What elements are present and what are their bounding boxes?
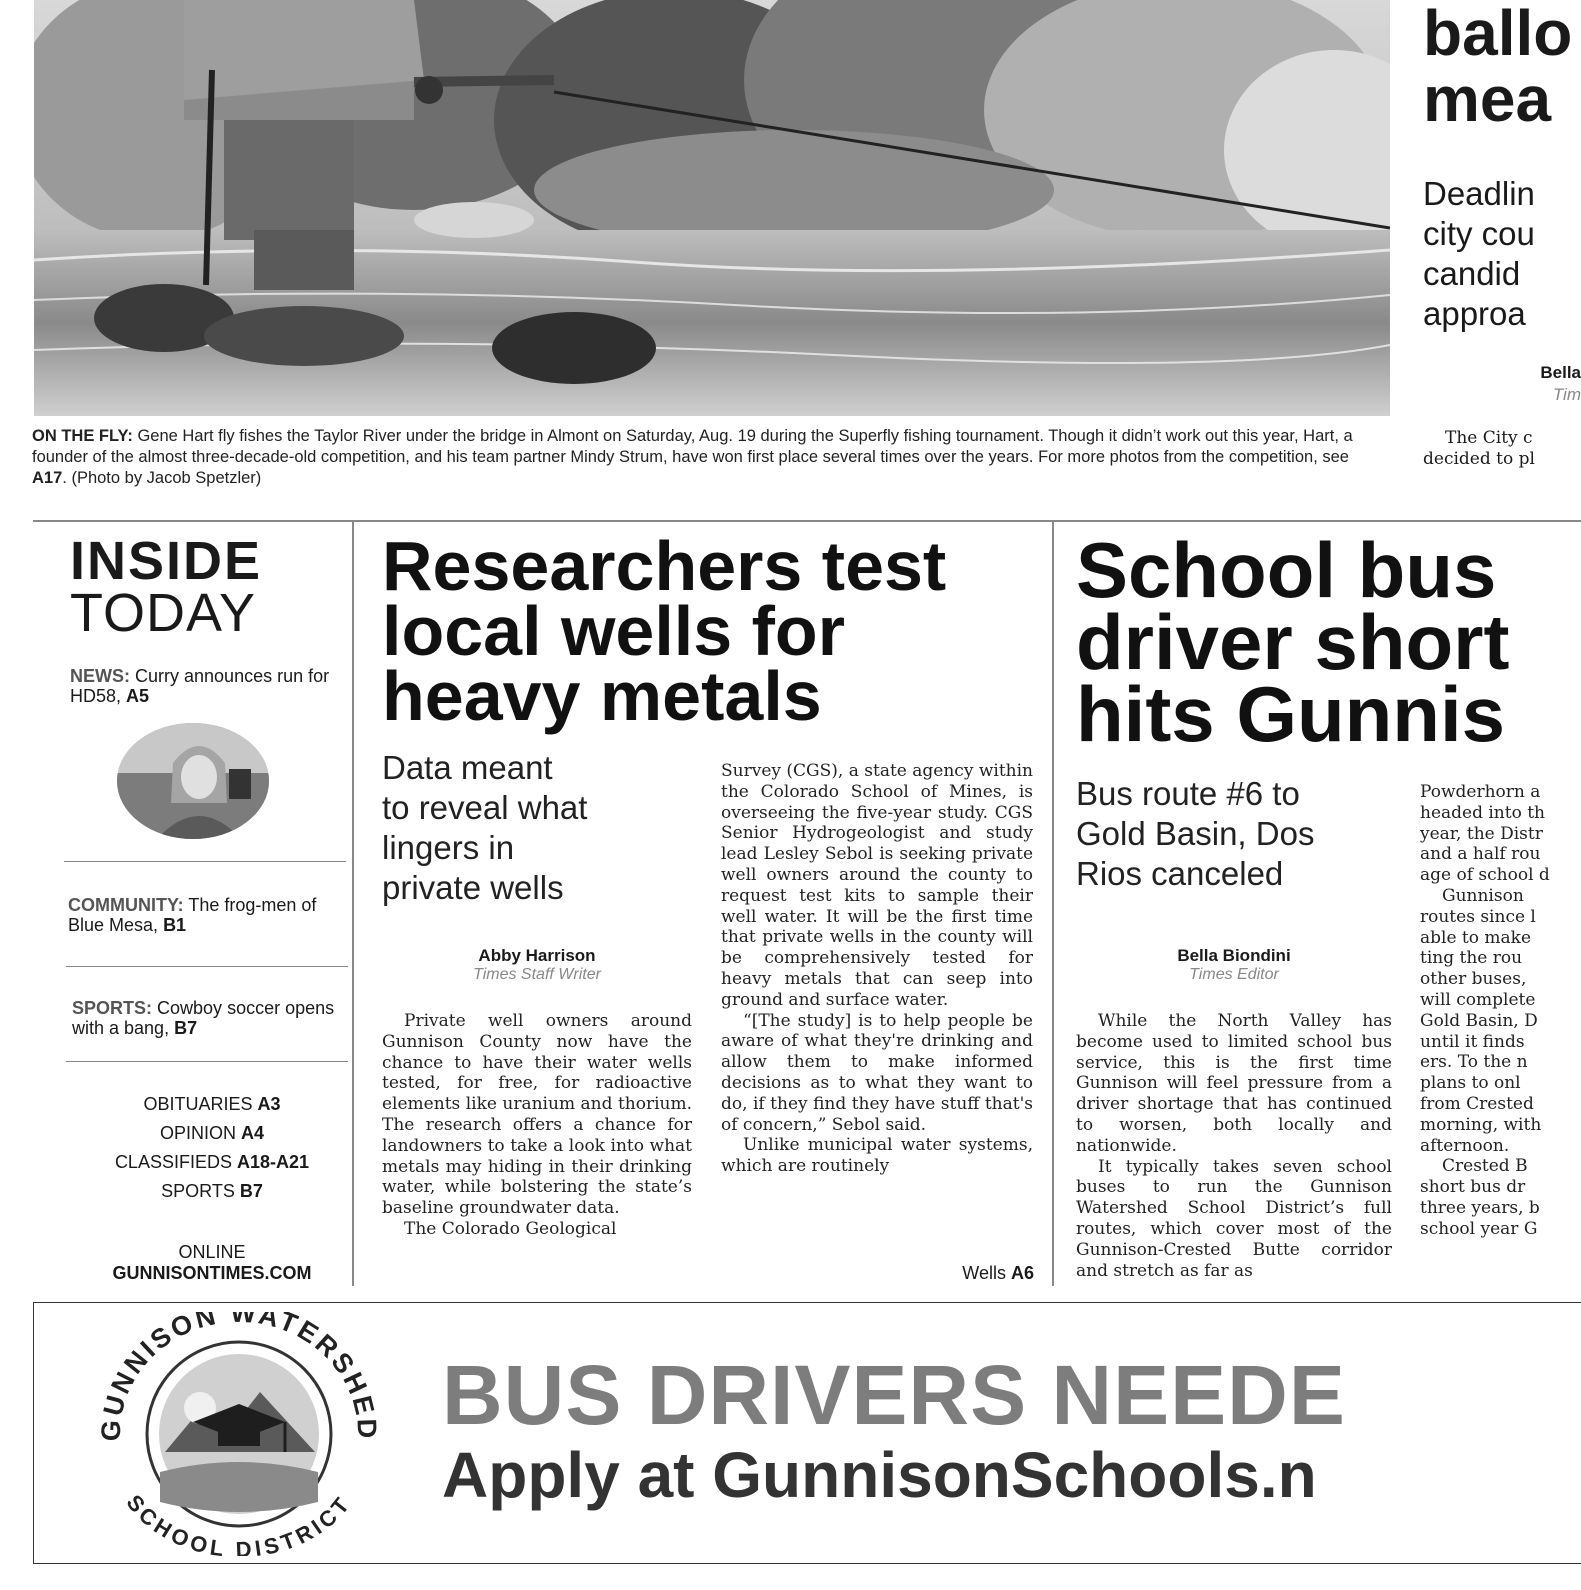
school-district-logo (80, 1312, 398, 1556)
wells-headline-line: Researchers test (382, 527, 947, 605)
wells-body-col-2 (721, 761, 1033, 1177)
hero-photo (34, 0, 1390, 416)
top-story-headline-line: ballo (1423, 0, 1573, 69)
wells-body-col-1 (382, 1011, 692, 1240)
byline-name: Bella Biondini (1177, 946, 1291, 965)
body-line: Gold Basin, D (1420, 1010, 1538, 1031)
body-paragraph: The Colorado Geological (404, 1218, 617, 1239)
bus-dek-line: Gold Basin, Dos (1076, 815, 1315, 852)
wells-dek (382, 748, 702, 908)
inside-today-title (70, 531, 263, 643)
bus-body-col-1 (1076, 1011, 1392, 1281)
caption-label: ON THE FLY: (32, 427, 133, 445)
body-line: routes since l (1420, 906, 1536, 927)
body-paragraph: It typically takes seven school buses to run the Gunnison Watershed School District’s full routes, which cover most of the Gunnison-Crested Butte corridor and stretch as far as (1076, 1156, 1392, 1281)
wells-dek-line: Data meant (382, 749, 553, 786)
body-line: and a half rou (1420, 844, 1541, 865)
teaser-page: B1 (163, 915, 187, 935)
index-item[interactable]: CLASSIFIEDS A18-A21 (114, 1152, 310, 1172)
wells-jump-link[interactable] (900, 1263, 1034, 1284)
body-paragraph: Unlike municipal water systems, which are routinely (721, 1135, 1033, 1177)
fly-fisher-photo (34, 0, 1390, 416)
body-line: short bus dr (1420, 1177, 1526, 1198)
teaser-sports[interactable] (72, 998, 342, 1038)
top-story-headline-line: mea (1423, 63, 1552, 132)
body-line: ers. To the n (1420, 1052, 1528, 1073)
bus-headline-line: driver short (1076, 598, 1510, 686)
body-line: from Crested (1420, 1093, 1534, 1114)
wells-dek-line: to reveal what (382, 789, 588, 826)
teaser-divider (64, 861, 346, 862)
top-story-body (1423, 428, 1581, 470)
top-story-dek (1423, 174, 1581, 334)
logo-text-top: GUNNISON WATERSHED (95, 1312, 383, 1442)
teaser-portrait (117, 723, 269, 839)
top-story-byline-name: Bella (1540, 363, 1581, 382)
column-divider (1052, 521, 1054, 1286)
bus-byline (1076, 946, 1392, 984)
byline-title: Times Staff Writer (473, 966, 601, 983)
teaser-news[interactable] (70, 666, 340, 706)
body-paragraph: While the North Valley has become used to limited school bus service, this is the first time Gunnison will feel pressure from a driver shortage that has continued to worsen, both locally and nationwide. (1076, 1011, 1392, 1156)
wells-dek-line: lingers in (382, 829, 515, 866)
teaser-divider (66, 966, 348, 967)
body-line: morning, with (1420, 1114, 1542, 1135)
teaser-text: Curry announces run for HD58, (70, 666, 330, 706)
logo-text-bottom: SCHOOL DISTRICT (121, 1489, 357, 1556)
inside-title-line-1: INSIDE (70, 531, 263, 591)
teaser-community[interactable] (68, 895, 338, 935)
portrait-photo (117, 723, 269, 839)
index-item[interactable]: OBITUARIES A3 (143, 1094, 281, 1114)
bus-headline[interactable] (1076, 534, 1581, 750)
online-label: ONLINE (178, 1242, 246, 1262)
body-line: ting the rou (1420, 948, 1523, 969)
body-line: three years, b (1420, 1197, 1540, 1218)
body-line: age of school d (1420, 865, 1550, 886)
top-story-dek-line: city cou (1423, 215, 1535, 252)
teaser-text: Cowboy soccer opens with a bang, (72, 998, 335, 1038)
inside-title-line-2: TODAY (70, 583, 257, 643)
bus-body-col-2 (1420, 782, 1581, 1240)
bus-dek-line: Bus route #6 to (1076, 775, 1300, 812)
photo-caption (32, 426, 1388, 489)
top-story-body-line: decided to pl (1423, 449, 1535, 469)
online-promo (64, 1242, 360, 1284)
body-line: headed into th (1420, 802, 1546, 823)
body-paragraph: “[The study] is to help people be aware of what they're drinking and allow them to make informed decisions as to what they want to do, if they find they have stuff that's of concern,” Sebol said. (721, 1010, 1033, 1135)
section-divider (33, 520, 1581, 522)
body-line: Powderhorn a (1420, 782, 1541, 802)
top-story-dek-line: approa (1423, 295, 1526, 332)
body-line: Gunnison (1442, 885, 1524, 906)
wells-headline-line: local wells for (382, 592, 845, 670)
wells-headline[interactable] (382, 527, 1042, 735)
bus-headline-line: hits Gunnis (1076, 670, 1505, 750)
bus-headline-line: School bus (1076, 534, 1497, 614)
byline-title: Times Editor (1189, 966, 1279, 983)
top-story-headline[interactable] (1423, 0, 1581, 132)
body-line: school year G (1420, 1218, 1538, 1239)
teaser-key: SPORTS: (72, 998, 153, 1018)
caption-credit: . (Photo by Jacob Spetzler) (62, 469, 262, 487)
ad-headline: BUS DRIVERS NEEDE (442, 1348, 1346, 1442)
body-line: Crested B (1442, 1156, 1528, 1177)
top-story-dek-line: candid (1423, 255, 1521, 292)
caption-ref[interactable]: A17 (32, 469, 63, 487)
top-story-byline-title: Tim (1552, 385, 1581, 404)
online-url-link[interactable]: GUNNISONTIMES.COM (112, 1263, 312, 1283)
bus-dek-line: Rios canceled (1076, 855, 1284, 892)
ad-apply-link[interactable]: Apply at GunnisonSchools.n (442, 1439, 1317, 1511)
body-line: year, the Distr (1420, 823, 1543, 844)
byline-name: Abby Harrison (478, 946, 596, 965)
index-item[interactable]: OPINION A4 (159, 1123, 265, 1143)
teaser-key: COMMUNITY: (68, 895, 184, 915)
top-story-body-line: The City c (1445, 428, 1533, 448)
teaser-key: NEWS: (70, 666, 130, 686)
wells-headline-line: heavy metals (382, 657, 822, 735)
teaser-page: A5 (126, 686, 150, 706)
body-line: able to make (1420, 927, 1532, 948)
wells-dek-line: private wells (382, 869, 564, 906)
wells-byline (382, 946, 692, 984)
school-district-logo-graphic (80, 1312, 398, 1556)
body-line: will complete (1420, 989, 1536, 1010)
teaser-divider (66, 1061, 348, 1062)
body-line: afternoon. (1420, 1135, 1510, 1156)
jump-page: A6 (1010, 1263, 1034, 1283)
body-line: other buses, (1420, 969, 1527, 990)
body-paragraph: Private well owners around Gunnison County now have the chance to have their water wells tested, for free, for radioactive elements like uranium and thorium. The research offers a chance for landowners to take a look into what metals may hiding in their drinking water, while bolstering the state’s baseline groundwater data. (382, 1011, 692, 1219)
body-line: plans to onl (1420, 1073, 1521, 1094)
body-paragraph: Survey (CGS), a state agency within the Colorado School of Mines, is overseeing the five-year study. CGS Senior Hydrogeologist and study lead Lesley Sebol is seeking private well owners around the county to request test kits to sample their well water. It will be the first time that private wells in the county will be comprehensively tested for heavy metals that can seep into ground and surface water. (721, 761, 1033, 1010)
top-story-dek-line: Deadlin (1423, 175, 1535, 212)
bus-dek (1076, 774, 1396, 894)
teaser-page: B7 (174, 1018, 198, 1038)
jump-label: Wells (962, 1263, 1006, 1283)
body-line: until it finds (1420, 1031, 1525, 1052)
caption-text: Gene Hart fly fishes the Taylor River under the bridge in Almont on Saturday, Aug. 19 during the Superfly fishing tournament. Though it didn’t work out this year, Hart, a founder of the almost three-decade-old competition, and his team partner Mindy Strum, have won first place several times over the years. For more photos from the competition, see (32, 427, 1353, 466)
top-story-byline (1423, 362, 1581, 406)
teaser-text: The frog-men of Blue Mesa, (68, 895, 317, 935)
section-index (64, 1090, 360, 1206)
index-item[interactable]: SPORTS B7 (161, 1181, 263, 1201)
